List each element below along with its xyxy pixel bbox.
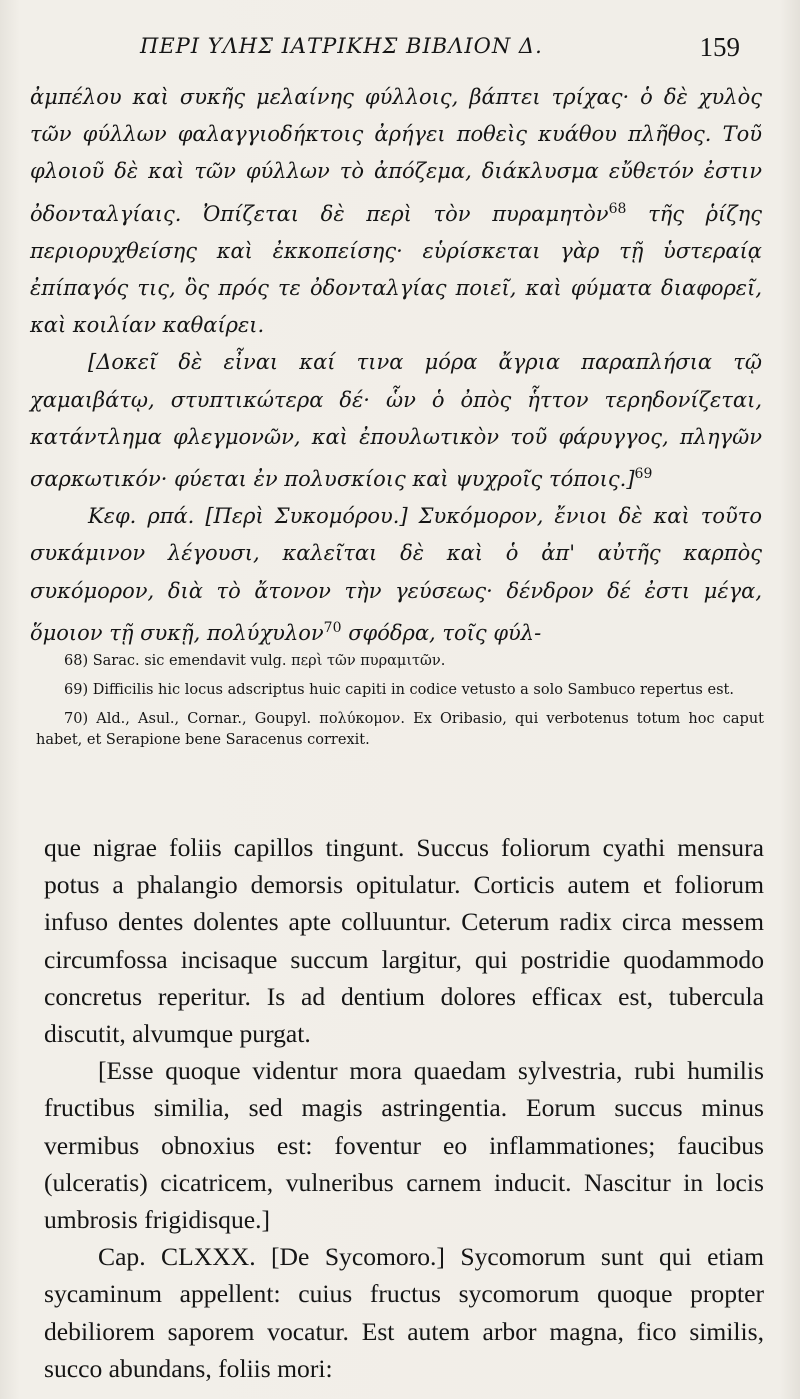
page-number: 159	[699, 32, 740, 62]
footnote-marker: 69	[634, 466, 653, 483]
greek-paragraph	[30, 344, 762, 498]
latin-paragraph: Cap. CLXXX. [De Sycomoro.] Sycomorum sunt qui etiam sycaminum appellent: cuius fructus sycomorum quoque propter debiliorem saporem vocatur. Est autem arbor magna, fico similis, succo abundans, foliis mori:	[44, 1242, 764, 1383]
greek-text-span: Κεφ. ρπά. [Περὶ Συκομόρου.] Συκόμορον, ἔνιοι δὲ καὶ τοῦτο συκάμινον λέγουσι, καλεῖται δὲ καὶ ὁ ἀπ' αὐτῆς καρπὸς συκόμορον, διὰ τὸ ἄτονον τὴν γεύσεως· δένδρον δέ ἐστι μέγα, ὅμοιον τῇ συκῇ, πολύχυλον	[30, 504, 762, 645]
greek-text-span: [Δοκεῖ δὲ εἶναι καί τινα μόρα ἄγρια παραπλήσια τῷ χαμαιβάτῳ, στυπτικώτερα δέ· ὧν ὁ ὀπὸς ἧττον τερηδονίζεται, κατάντλημα φλεγμονῶν, καὶ ἐπουλωτικὸν τοῦ φάρυγγος, πληγῶν σαρκωτικόν· φύεται ἐν πολυσκίοις καὶ ψυχροῖς τόποις.]	[30, 350, 762, 492]
latin-paragraph: [Esse quoque videntur mora quaedam sylvestria, rubi humilis fructibus similia, sed magis astringentia. Eorum succus minus vermibus obnoxius est: foventur eo inflammationes; faucibus (ulceratis) cicatricem, vulneribus carnem inducit. Nascitur in locis umbrosis frigidisque.]	[44, 1056, 764, 1235]
footnote-marker: 68	[608, 200, 627, 217]
page-header	[40, 30, 760, 70]
running-title: ΠΕΡΙ ΥΛΗΣ ΙΑΤΡΙΚΗΣ ΒΙΒΛΙΟΝ Δ.	[140, 34, 543, 58]
greek-text-span: ἀμπέλου καὶ συκῆς μελαίνης φύλλοις, βάπτει τρίχας· ὁ δὲ χυλὸς τῶν φύλλων φαλαγγιοδήκτοις ἀρήγει ποθεὶς κυάθου πλῆθος. Τοῦ φλοιοῦ δὲ καὶ τῶν φύλλων τὸ ἀπόζεμα, διάκλυσμα εὔθετόν ἐστιν ὀδονταλγίαις. Ὀπίζεται δὲ περὶ τὸν πυραμητὸν	[30, 85, 762, 226]
footnote-68: 68) Sarac. sic emendavit vulg. περὶ τῶν πυραμιτῶν.	[64, 653, 446, 669]
greek-paragraph	[30, 498, 762, 652]
footnotes-block	[36, 651, 764, 759]
footnote-69: 69) Difficilis hic locus adscriptus huic capiti in codice vetusto a solo Sambuco repertus est.	[64, 682, 734, 698]
greek-text-block	[30, 79, 762, 652]
footnote-marker: 70	[323, 619, 342, 636]
footnote-70: 70) Ald., Asul., Cornar., Goupyl. πολύκομον. Ex Oribasio, qui verbotenus totum hoc caput habet, et Serapione bene Saracenus correxit.	[36, 711, 764, 748]
greek-paragraph	[30, 79, 762, 344]
latin-paragraph: que nigrae foliis capillos tingunt. Succus foliorum cyathi mensura potus a phalangio demorsis opitulatur. Corticis autem et foliorum infuso dentes dolentes apte colluuntur. Ceterum radix circa messem circumfossa incisaque succum largitur, qui postridie quodammodo concretus reperitur. Is ad dentium dolores efficax est, tubercula discutit, alvumque purgat.	[44, 833, 764, 1049]
greek-text-span: τῆς ῥίζης περιορυχθείσης καὶ ἐκκοπείσης· εὑρίσκεται γὰρ τῇ ὑστεραίᾳ ἐπίπαγός τις, ὃς πρός τε ὀδονταλγίας ποιεῖ, καὶ φύματα διαφορεῖ, καὶ κοιλίαν καθαίρει.	[30, 201, 762, 338]
latin-text-block	[44, 829, 764, 1387]
greek-text-span: σφόδρα, τοῖς φύλ-	[348, 620, 542, 645]
